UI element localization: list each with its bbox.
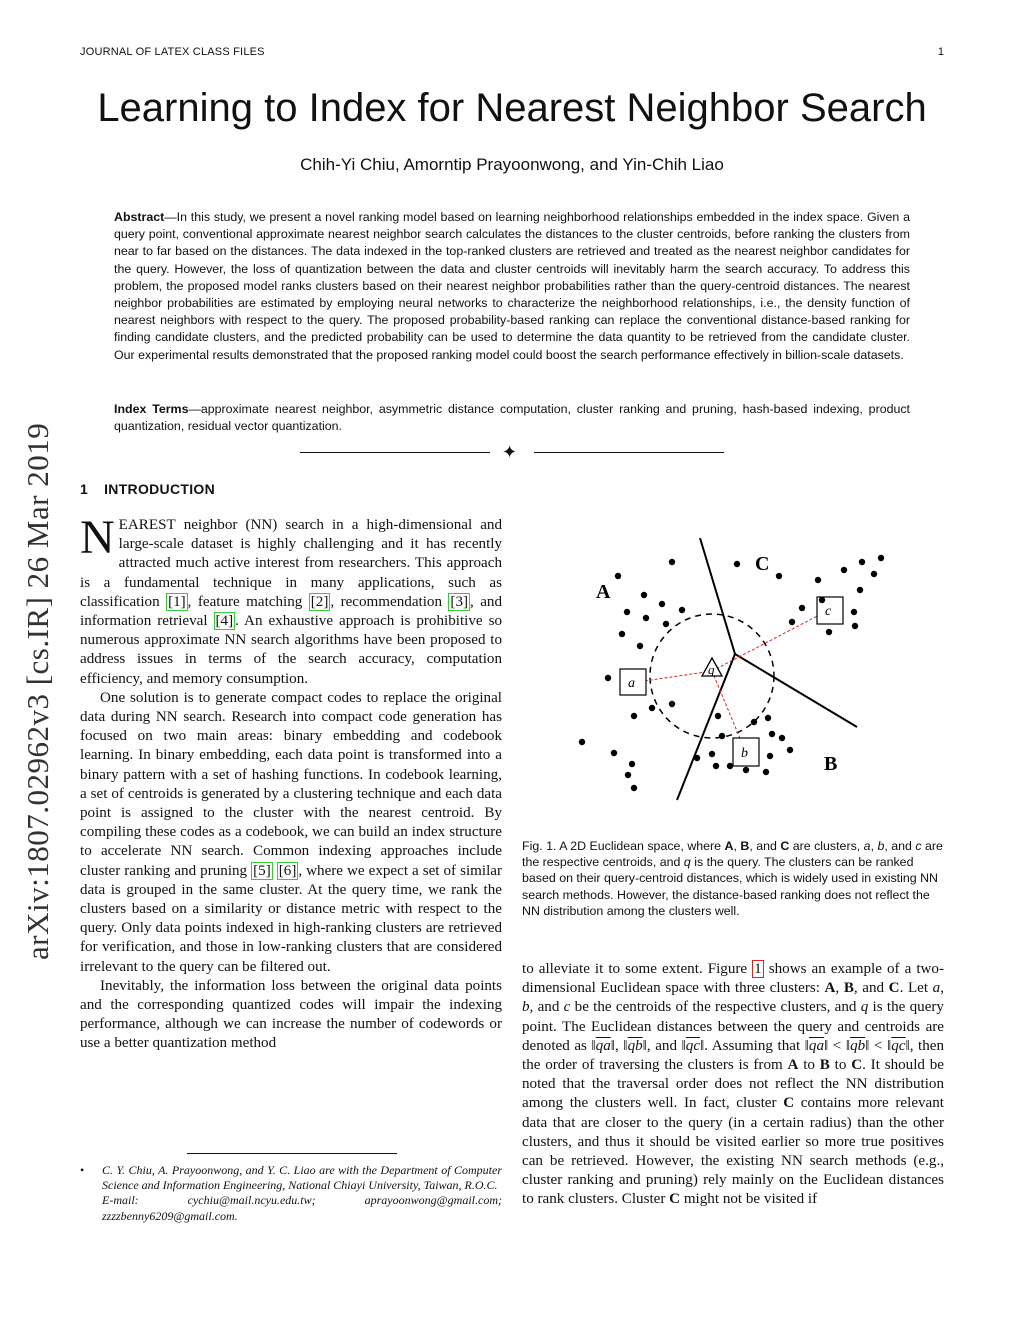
data-point xyxy=(669,559,675,565)
text-run: ‖ < ‖ xyxy=(865,1037,892,1054)
section-heading xyxy=(80,481,215,497)
arxiv-identifier: arXiv:1807.02962v3 [cs.IR] 26 Mar 2019 xyxy=(20,422,55,960)
text-run: , xyxy=(940,980,944,997)
data-point xyxy=(815,577,821,583)
text-run: $\overline{qa}$ xyxy=(595,1037,611,1054)
citation-link[interactable]: [3] xyxy=(450,593,469,610)
text-run: C xyxy=(888,980,900,997)
text-run: . Let xyxy=(899,980,933,997)
data-point xyxy=(579,739,585,745)
text-run: b xyxy=(877,839,885,853)
data-point xyxy=(649,705,655,711)
email-label: E-mail: xyxy=(102,1193,139,1208)
data-point xyxy=(715,713,721,719)
data-point xyxy=(631,713,637,719)
intro-paragraph-4 xyxy=(522,960,944,1210)
data-point xyxy=(694,755,700,761)
footnote-bullet: • xyxy=(80,1163,85,1177)
section-number: 1 xyxy=(80,481,89,497)
divider-line-left xyxy=(300,452,490,453)
index-terms xyxy=(114,401,910,435)
caption-label: Fig. 1. xyxy=(522,839,557,853)
text-run: , where we expect a set of similar data is grouped in the same cluster. At the query time, we rank the clusters based on a similarity or distance metric with respect to the query. Only data points indexed in high-ranking clusters are retrieved for verification, and those in low-ranking clusters that are considered irrelevant to the query can be filtered out. xyxy=(80,862,502,975)
data-point xyxy=(719,733,725,739)
text-run: $\overline{qc}$ xyxy=(891,1037,906,1054)
text-run: A xyxy=(724,839,734,853)
footnote-rule xyxy=(187,1153,397,1154)
text-run: B xyxy=(819,1057,830,1074)
lead-word: EAREST xyxy=(118,517,176,533)
data-point xyxy=(629,761,635,767)
text-run: ‖, ‖ xyxy=(610,1037,628,1054)
text-run: $\overline{qb}$ xyxy=(627,1037,643,1054)
text-run: , xyxy=(870,839,878,853)
data-point xyxy=(767,753,773,759)
text-run: a xyxy=(932,980,941,997)
data-point xyxy=(605,675,611,681)
data-point xyxy=(615,573,621,579)
data-point xyxy=(787,747,793,753)
data-point xyxy=(641,592,647,598)
section-title: INTRODUCTION xyxy=(104,481,216,497)
text-run: C xyxy=(780,839,790,853)
email-address[interactable]: cychiu@mail.ncyu.edu.tw; xyxy=(187,1193,316,1208)
text-run: A 2D Euclidean space, where xyxy=(556,839,725,853)
text-run: . An exhaustive approach is prohibitive so numerous approximate NN search algorithms have been proposed to address issues in terms of the search accuracy, computation efficiency, and memory consumption. xyxy=(80,613,502,687)
text-run: contains more relevant data that are closer to the query (in a certain radius) than the other clusters, and thus it should be visited earlier so more true positives can be retrieved. However, the existing NN search methods (e.g., cluster ranking and pruning) rely mainly on the Euclidean distances to rank clusters. Cluster xyxy=(522,1095,945,1208)
cluster-b-label: B xyxy=(824,753,838,775)
text-run: are the respective centroids, and xyxy=(522,839,943,870)
citation-link[interactable]: [1] xyxy=(168,593,186,610)
section-divider xyxy=(300,442,724,466)
text-run: b xyxy=(522,999,530,1016)
intro-paragraph-3: Inevitably, the information loss between the original data points and the corresponding quantized codes will impair the indexing performance, although we can increase the number of codewords or use a better quantization method xyxy=(80,977,502,1052)
text-run: are clusters, xyxy=(789,839,864,853)
text-run: A xyxy=(787,1057,799,1074)
text-run: is the query. The clusters can be ranked based on their query-centroid distances, which is widely used in existing NN search methods. However, the distance-based ranking does not reflect the NN distribution among the clusters well. xyxy=(522,855,938,918)
data-point xyxy=(878,555,884,561)
data-point xyxy=(751,719,757,725)
data-point xyxy=(637,643,643,649)
text-run: C xyxy=(783,1095,795,1112)
figure-1-diagram xyxy=(522,530,942,830)
text-run: q xyxy=(860,999,869,1016)
footnote-text: C. Y. Chiu, A. Prayoonwong, and Y. C. Liao are with the Department of Computer Science and Information Engineering, National Chiayi University, Taiwan, R.O.C. xyxy=(102,1163,502,1193)
email-address[interactable]: aprayoonwong@gmail.com; xyxy=(364,1193,502,1208)
text-run: , feature matching xyxy=(187,593,309,610)
text-run: ‖ < ‖ xyxy=(824,1037,851,1054)
text-run: C xyxy=(669,1191,681,1208)
divider-line-right xyxy=(534,452,724,453)
abstract-text: —In this study, we present a novel ranking model based on learning neighborhood relationships embedded in the index space. Given a query point, conventional approximate nearest neighbor search calculates the distances to the cluster centroids, before ranking the clusters from near to far based on the distances. The data indexed in the top-ranked clusters are retrieved and treated as the nearest neighbor candidates for the query. However, the loss of quantization between the data and cluster centroids will inevitably harm the search accuracy. To address this problem, the proposed model ranks clusters based on their nearest neighbor probabilities rather than the query-centroid distances. The nearest neighbor probabilities are estimated by employing neural networks to characterize the neighborhood relationships, i.e., the density function of nearest neighbors with respect to the query. The proposed probability-based ranking can replace the conventional distance-based ranking for finding candidate clusters, and the predicted probability can be used to determine the data quantity to be retrieved from the candidate cluster. Our experimental results demonstrated that the proposed ranking model could boost the search performance effectively in billion-scale datasets. xyxy=(114,210,910,362)
data-point xyxy=(625,772,631,778)
data-point xyxy=(779,735,785,741)
paper-authors: Chih-Yi Chiu, Amorntip Prayoonwong, and Yin-Chih Liao xyxy=(300,155,724,174)
data-point xyxy=(819,597,825,603)
text-run: , recommendation xyxy=(330,593,449,610)
data-point xyxy=(871,571,877,577)
data-point xyxy=(789,619,795,625)
text-run: $\overline{qc}$ xyxy=(685,1037,701,1054)
text-run: , and xyxy=(884,839,916,853)
data-point xyxy=(799,605,805,611)
citation-link[interactable]: [2] xyxy=(310,593,329,610)
drop-cap: N xyxy=(80,511,115,564)
data-point xyxy=(826,629,832,635)
paper-title: Learning to Index for Nearest Neighbor Search xyxy=(97,86,927,130)
text-run: One solution is to generate compact codes to replace the original data during NN search. Research into compact code generation has focused on two main areas: binary embedding and codebook learning. In binary embedding, each data point is transformed into a binary pattern with a set of hashing functions. In codebook learning, a set of centroids is generated by a clustering technique and each data point is assigned to the cluster with the nearest centroid. By compiling these codes as a codebook, we can build an index structure to accelerate NN search. Common indexing approaches include cluster ranking and pruning xyxy=(80,689,502,879)
text-run: to xyxy=(829,1057,852,1074)
email-address[interactable]: zzzzbenny6209@gmail.com. xyxy=(102,1208,238,1223)
text-run: might not be visited if xyxy=(680,1191,818,1208)
text-run: ‖, and ‖ xyxy=(642,1037,686,1054)
text-run: , and xyxy=(749,839,781,853)
text-run: B xyxy=(843,980,854,997)
text-run: q xyxy=(683,855,691,870)
centroid-c-label: c xyxy=(825,604,832,619)
text-run: , and xyxy=(529,999,564,1016)
text-run: A xyxy=(824,980,836,997)
data-point xyxy=(841,567,847,573)
data-point xyxy=(709,751,715,757)
text-run: to alleviate it to some extent. Figure xyxy=(522,961,753,977)
query-label: q xyxy=(708,662,715,677)
data-point xyxy=(727,763,733,769)
left-column xyxy=(80,511,503,1054)
data-point xyxy=(713,763,719,769)
text-run: c xyxy=(915,839,922,853)
data-point xyxy=(643,615,649,621)
text-run: is the query point. The Euclidean distances between the query and centroids are denoted as ‖ xyxy=(522,999,944,1054)
data-point xyxy=(734,561,740,567)
abstract xyxy=(114,209,910,364)
partition-line xyxy=(700,538,735,654)
data-point xyxy=(669,701,675,707)
index-terms-label: Index Terms xyxy=(114,402,189,416)
data-point xyxy=(631,785,637,791)
text-run: , xyxy=(835,980,844,997)
data-point xyxy=(619,631,625,637)
data-point xyxy=(852,623,858,629)
index-terms-text: —approximate nearest neighbor, asymmetric distance computation, cluster ranking and pruning, hash-based indexing, product quantization, residual vector quantization. xyxy=(114,402,911,434)
intro-paragraph-1 xyxy=(80,511,503,689)
right-column xyxy=(522,960,944,1210)
text-run: shows an example of a two-dimensional Euclidean space with three clusters: xyxy=(522,961,944,997)
text-run: , and xyxy=(853,980,889,997)
data-point xyxy=(857,587,863,593)
citation-link[interactable]: [5] xyxy=(253,862,271,879)
data-point xyxy=(763,769,769,775)
data-point xyxy=(859,559,865,565)
figure-link[interactable]: 1 xyxy=(754,961,762,977)
journal-header: JOURNAL OF LATEX CLASS FILES xyxy=(80,46,265,58)
text-run: $\overline{qb}$ xyxy=(850,1037,866,1054)
data-point xyxy=(765,715,771,721)
text-run: a xyxy=(863,839,871,853)
intro-paragraph-2 xyxy=(80,689,502,977)
text-run: , xyxy=(733,839,741,853)
cluster-a-label: A xyxy=(596,581,611,603)
text-run: , and information retrieval xyxy=(80,593,503,630)
citation-link[interactable]: [4] xyxy=(215,613,234,630)
data-point xyxy=(611,750,617,756)
text-run: C xyxy=(851,1057,863,1074)
centroid-a-label: a xyxy=(628,676,635,691)
data-point xyxy=(663,621,669,627)
abstract-label: Abstract xyxy=(114,210,165,224)
text-run: c xyxy=(563,999,571,1016)
text-run: be the centroids of the respective clusters, and xyxy=(570,999,861,1016)
distance-qc xyxy=(712,612,825,671)
text-run: . It should be noted that the traversal order does not reflect the NN distribution among the clusters well. In fact, cluster xyxy=(522,1057,944,1112)
page-number: 1 xyxy=(937,46,944,58)
figure-caption xyxy=(522,838,944,919)
data-point xyxy=(659,601,665,607)
citation-link[interactable]: [6] xyxy=(278,862,297,879)
centroid-b-label: b xyxy=(741,746,748,761)
data-point xyxy=(769,731,775,737)
text-run: neighbor (NN) search in a high-dimensional and large-scale dataset is highly challenging and it has recently attracted much active interest from researchers. This approach is a fundamental technique in many applications, such as classification xyxy=(80,517,502,610)
data-point xyxy=(624,609,630,615)
data-point xyxy=(743,767,749,773)
footnote xyxy=(80,1163,502,1224)
data-point xyxy=(679,607,685,613)
text-run: ‖, then the order of traversing the clusters is from xyxy=(522,1037,945,1074)
data-point xyxy=(776,573,782,579)
text-run: $\overline{qa}$ xyxy=(808,1037,824,1054)
text-run: B xyxy=(740,839,750,853)
divider-symbol: ✦ xyxy=(502,442,518,462)
text-run: to xyxy=(798,1057,820,1074)
data-point xyxy=(851,609,857,615)
text-run: ‖. Assuming that ‖ xyxy=(700,1037,809,1054)
partition-line xyxy=(735,654,857,727)
cluster-c-label: C xyxy=(755,553,770,575)
